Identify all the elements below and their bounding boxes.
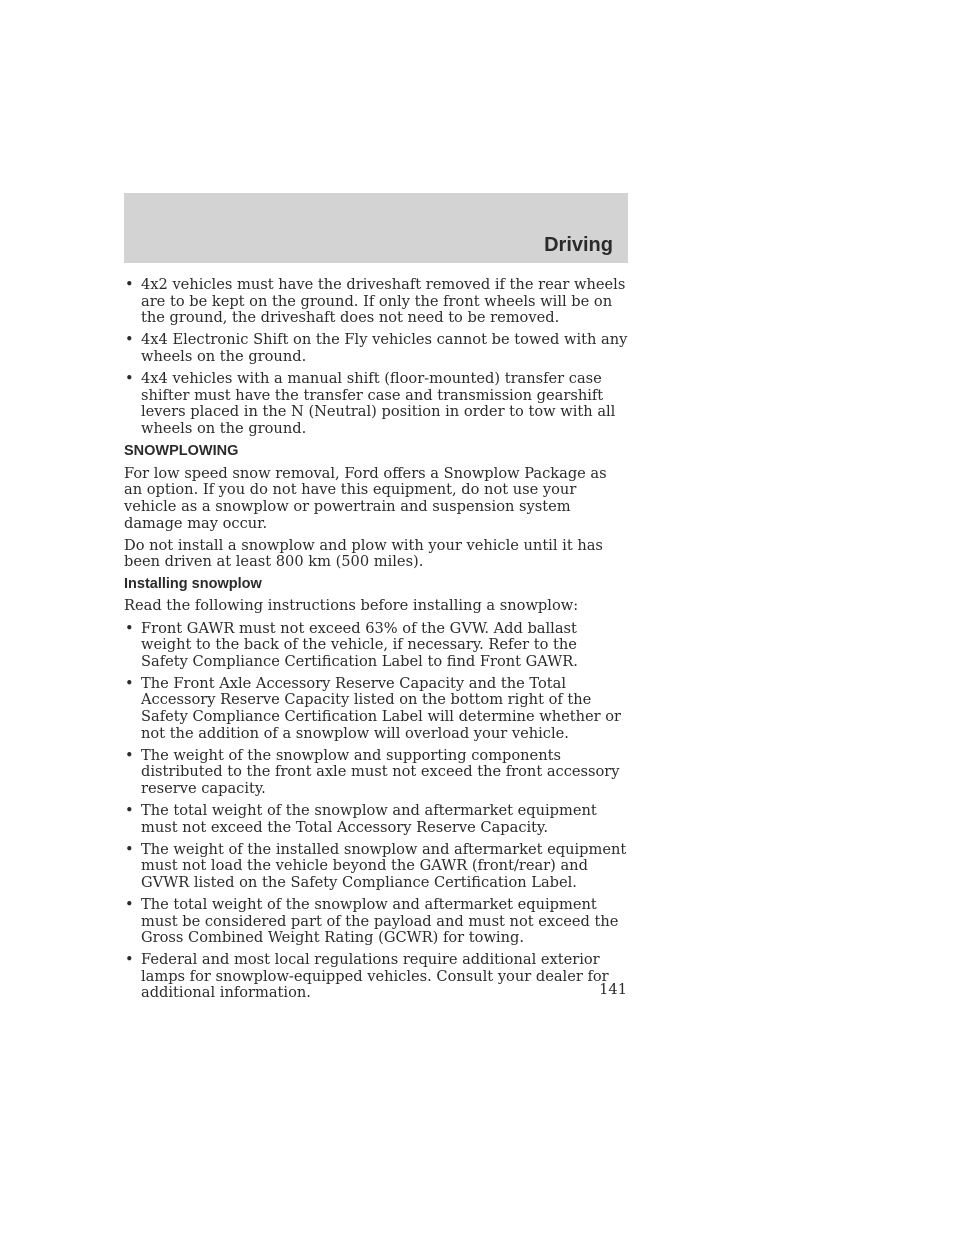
page-content [124,277,628,1007]
snowplowing-heading: SNOWPLOWING [124,442,239,459]
page-number: 141 [599,981,627,998]
list-item: • 4x4 vehicles with a manual shift (floor-mounted) transfer case shifter must have the transfer case and transmission gearshift levers placed in the N (Neutral) position in order to tow with all wheels on the ground. [124,371,628,437]
list-item: • The weight of the snowplow and supporting components distributed to the front axle must not exceed the front accessory reserve capacity. [124,748,628,798]
list-item: • The total weight of the snowplow and aftermarket equipment must not exceed the Total Accessory Reserve Capacity. [124,803,628,836]
snowplowing-paragraph: For low speed snow removal, Ford offers a Snowplow Package as an option. If you do not have this equipment, do not use your vehicle as a snowplow or powertrain and suspension system damage may occur. [124,464,607,532]
list-item: • Federal and most local regulations require additional exterior lamps for snowplow-equipped vehicles. Consult your dealer for additional information. [124,952,628,1002]
installing-bullet-list [124,621,628,1002]
list-item: • 4x4 Electronic Shift on the Fly vehicles cannot be towed with any wheels on the ground. [124,332,628,365]
installing-snowplow-heading: Installing snowplow [124,576,262,593]
section-title: Driving [544,234,613,256]
list-item: • Front GAWR must not exceed 63% of the GVW. Add ballast weight to the back of the vehicle, if necessary. Refer to the Safety Compliance Certification Label to find Front GAWR. [124,621,628,671]
installing-intro: Read the following instructions before installing a snowplow: [124,597,579,615]
list-item: • 4x2 vehicles must have the driveshaft removed if the rear wheels are to be kept on the ground. If only the front wheels will be on the ground, the driveshaft does not need to be removed. [124,277,628,327]
list-item: • The total weight of the snowplow and aftermarket equipment must be considered part of the payload and must not exceed the Gross Combined Weight Rating (GCWR) for towing. [124,897,628,947]
towing-bullet-list [124,277,628,437]
snowplowing-paragraph: Do not install a snowplow and plow with your vehicle until it has been driven at least 800 km (500 miles). [124,536,603,571]
list-item: • The weight of the installed snowplow and aftermarket equipment must not load the vehicle beyond the GAWR (front/rear) and GVWR listed on the Safety Compliance Certification Label. [124,842,628,892]
section-header-band [124,193,628,263]
list-item: • The Front Axle Accessory Reserve Capacity and the Total Accessory Reserve Capacity listed on the bottom right of the Safety Compliance Certification Label will determine whether or not the addition of a snowplow will overload your vehicle. [124,676,628,742]
